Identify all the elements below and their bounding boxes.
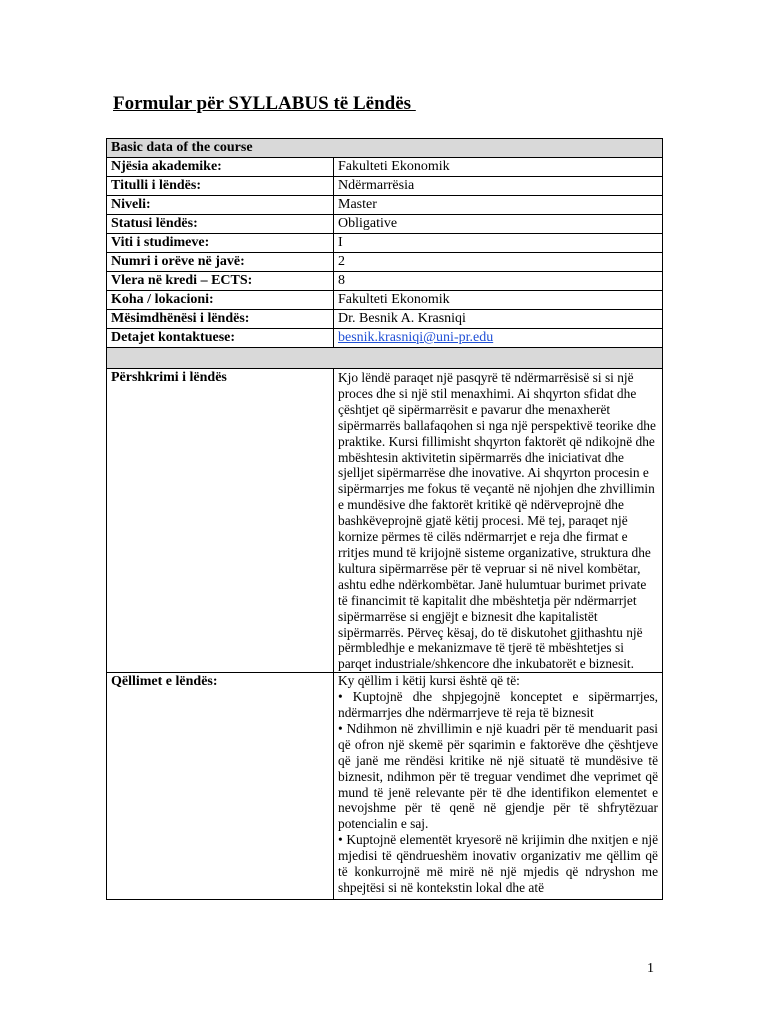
goal-item-3: • Kuptojnë elementët kryesorë në krijimin dhe nxitjen e një mjedisi të qëndrueshëm inovativ organizativ me qëllim që të konkurrojnë më mirë në një mjedis që ndryshon me shpejtësi si në kontekstin lokal dhe atë (338, 832, 659, 895)
row-label: Niveli: (107, 196, 334, 215)
table-row (107, 310, 663, 329)
goals-intro: Ky qëllim i këtij kursi është që të: (338, 673, 520, 689)
row-value: Dr. Besnik A. Krasniqi (334, 310, 663, 329)
row-value: Master (334, 196, 663, 215)
row-value: I (334, 234, 663, 253)
row-label: Viti i studimeve: (107, 234, 334, 253)
page-number: 1 (647, 961, 654, 976)
goal-item-2: • Ndihmon në zhvillimin e një kuadri për të menduarit pasi që ofron një skemë për sqarimin e faktorëve dhe çështjeve që janë me rëndësi kritike në një situatë të mundësive të biznesit, ndihmon për të treguar vendimet dhe veprimet që mund të jenë relevante për të dhe identifikon elementet e nevojshme për të qenë në gjendje për të shfrytëzuar potencialin e saj. (338, 720, 659, 832)
goals-row (107, 673, 663, 900)
goals-cell (334, 673, 663, 900)
row-value: Ndërmarrësia (334, 177, 663, 196)
table-row (107, 234, 663, 253)
description-row (107, 369, 663, 673)
goals-label: Qëllimet e lëndës: (107, 673, 334, 900)
separator-cell (107, 348, 663, 369)
table-row (107, 158, 663, 177)
row-label: Vlera në kredi – ECTS: (107, 272, 334, 291)
row-label: Koha / lokacioni: (107, 291, 334, 310)
description-label: Përshkrimi i lëndës (107, 369, 334, 673)
document-title: Formular për SYLLABUS të Lëndës (113, 93, 416, 114)
row-label: Mësimdhënësi i lëndës: (107, 310, 334, 329)
table-header-row (107, 139, 663, 158)
row-value: 8 (334, 272, 663, 291)
row-label: Statusi lëndës: (107, 215, 334, 234)
table-header: Basic data of the course (107, 139, 663, 158)
row-value-cell (334, 329, 663, 348)
row-label: Titulli i lëndës: (107, 177, 334, 196)
row-label: Numri i orëve në javë: (107, 253, 334, 272)
row-value: 2 (334, 253, 663, 272)
separator-row (107, 348, 663, 369)
course-data-table (106, 138, 663, 900)
table-row (107, 253, 663, 272)
row-value: Fakulteti Ekonomik (334, 291, 663, 310)
table-row (107, 329, 663, 348)
table-row (107, 177, 663, 196)
row-label: Detajet kontaktuese: (107, 329, 334, 348)
row-value: Obligative (334, 215, 663, 234)
table-row (107, 272, 663, 291)
goal-item-1: • Kuptojnë dhe shpjegojnë konceptet e sipërmarrjes, ndërmarrjes dhe ndërmarrjeve të reja të biznesit (338, 689, 659, 721)
row-label: Njësia akademike: (107, 158, 334, 177)
table-row (107, 215, 663, 234)
table-row (107, 291, 663, 310)
row-value: Fakulteti Ekonomik (334, 158, 663, 177)
description-text: Kjo lëndë paraqet një pasqyrë të ndërmarrësisë si si një proces dhe si një stil menaxhimi. Ai shqyrton sfidat dhe çështjet që sipërmarrësit e pavarur dhe menaxherët sipërmarrës ballafaqohen si nga një perspektivë teorike dhe praktike. Kursi fillimisht shqyrton faktorët që ndikojnë dhe mbështesin aktivitetin sipërmarrës dhe iniciativat dhe sjelljet sipërmarrëse dhe inovative. Ai shqyrton procesin e sipërmarrjes me fokus të veçantë në njohjen dhe zhvillimin e mundësive dhe faktorët kritikë që ndërveprojnë dhe bashkëveprojnë gjatë këtij procesi. Më tej, paraqet një kornize përmes të cilës ndërmarrjet e reja dhe firmat e rritjes mund të krijojnë sisteme organizative, struktura dhe kultura sipërmarrëse për të vepruar si në nivel kombëtar, ashtu edhe ndërkombëtar. Janë hulumtuar burimet private të financimit të kapitalit dhe mbështetja për ndërmarrjet sipërmarrëse si engjëjt e biznesit dhe kapitalistët sipërmarrës. Përveç kësaj, do të diskutohet gjithashtu një përmbledhje e mekanizmave të tjerë të mbështetjes si parqet industriale/shkencore dhe inkubatorët e biznesit. (334, 369, 663, 673)
contact-email-link[interactable]: besnik.krasniqi@uni-pr.edu (338, 330, 494, 345)
table-row (107, 196, 663, 215)
